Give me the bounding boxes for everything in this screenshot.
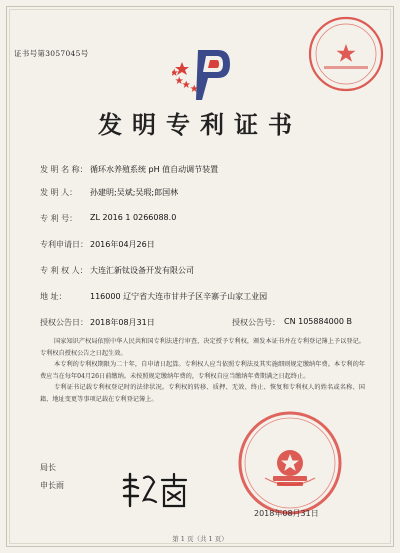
patentee-value: 大连汇新钛设备开发有限公司 xyxy=(90,266,194,275)
director-title: 局长 xyxy=(40,463,56,472)
invention-name-value: 循环水养殖系统 pH 值自动调节装置 xyxy=(90,165,219,174)
filing-date-value: 2016年04月26日 xyxy=(90,240,155,249)
body-paragraph-1: 国家知识产权局依照中华人民共和国专利法进行审查，决定授予专利权，颁发本证书并在专利登记簿上予以登记。专利权自授权公告之日起生效。 xyxy=(40,338,365,357)
invention-name-label: 发 明 名 称： xyxy=(40,165,88,174)
body-paragraph-3: 专利证书记载专利权登记时的法律状况。专利权的转移、质押、无效、终止、恢复和专利权人的姓名或名称、国籍、地址变更等事项记载在专利登记簿上。 xyxy=(40,384,365,403)
certificate-body xyxy=(40,336,365,406)
announcement-no-label: 授权公告号： xyxy=(232,318,280,327)
patent-no-value: ZL 2016 1 0266088.0 xyxy=(90,213,177,222)
grant-date-value: 2018年08月31日 xyxy=(90,318,155,327)
inventors-value: 孙建明;吴斌;吴瑕;郎国林 xyxy=(90,188,179,197)
address-label: 地 址： xyxy=(40,292,67,301)
director-name: 申长雨 xyxy=(40,481,64,490)
page-title: 发明专利证书 xyxy=(98,110,302,139)
seal-date: 2018年08月31日 xyxy=(254,509,319,518)
grant-date-label: 授权公告日： xyxy=(40,318,88,327)
address-value: 116000 辽宁省大连市甘井子区辛寨子山家工业园 xyxy=(90,292,268,301)
director-signature xyxy=(120,470,190,510)
certificate-number: 证书号第3057045号 xyxy=(14,49,89,58)
agency-stamp xyxy=(306,14,386,94)
patent-logo xyxy=(172,42,234,104)
office-seal xyxy=(235,408,345,518)
filing-date-label: 专利申请日： xyxy=(40,240,88,249)
patentee-label: 专 利 权 人： xyxy=(40,266,88,275)
announcement-no-value: CN 105884000 B xyxy=(284,317,352,326)
inventors-label: 发 明 人： xyxy=(40,188,78,197)
patent-no-label: 专 利 号： xyxy=(40,214,78,223)
page-number: 第 1 页（共 1 页） xyxy=(172,535,228,543)
body-paragraph-2: 本专利的专利权期限为二十年，自申请日起算。专利权人应当依照专利法及其实施细则规定缴纳年费。本专利的年费应当在每年04月26日前缴纳。未按照规定缴纳年费的，专利权自应当缴纳年费期满之日起终止。 xyxy=(40,361,365,380)
